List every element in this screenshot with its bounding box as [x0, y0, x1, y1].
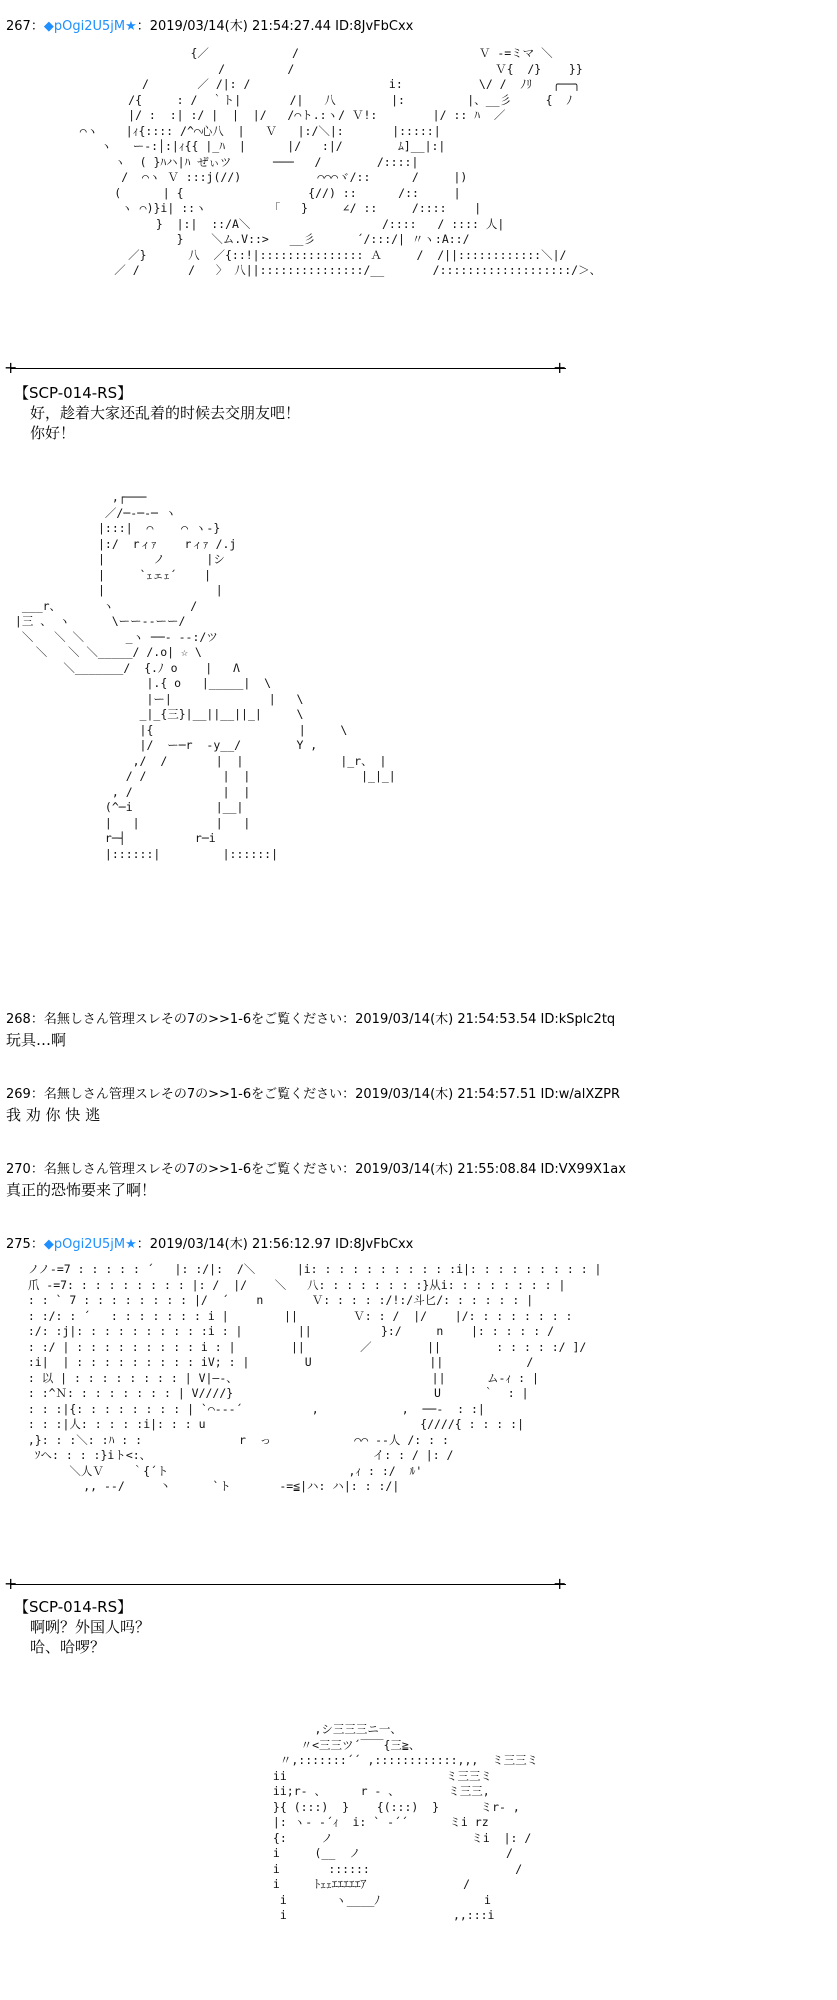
poster-name: ◆pOgi2U5jM: [43, 19, 126, 34]
star-icon: ★: [125, 1237, 137, 1252]
post-header-275: 275：◆pOgi2U5jM★：2019/03/14(木) 21:56:12.97 ID:8JvFbCxx: [6, 1237, 414, 1252]
poster-name: 名無しさん管理スレその7の>>1-6をご覧ください: [43, 1162, 343, 1177]
post-header-268: 268：名無しさん管理スレその7の>>1-6をご覧ください：2019/03/14(木) 21:54:53.54 ID:kSplc2tq: [6, 1012, 616, 1027]
ascii-art-3: ノノ-=7 : : : : : ´ |: :/|: /＼ |i: : : : : : : : : : :i|: : : : : : : : : | 爪 -=7: : : : : : : : : |: / |/ ＼ 八: : : : : : : :}从i: : : : : : : : | : : ` 7 : : : : : : : : |/ ´ n Ｖ: : : : :/!:/斗匕/: : : : : : | : :/: : ´ : : : : : : : i | || Ｖ: : / |/ |/: : : : : : : : :/: :j|: : : : : : : : : :i : | || }:/ n |: : : : : / : :/ | : : : : : : : : : i : | || ／ || : : : : :/ ]/ :i| | : : : : : : : : : iV; : | U || / : 以 | : : : : : : : : | V|―-、 || ム-ｨ : | : :^Ｎ: : : : : : : : | V////} U ｀ : | : : :|{: : : : : : : : | `⌒-‐-´ , , ──- : :| : : :|人: : : : :i|: : : u {////{ : : : :| ,}: : :＼: :ﾊ : : r っ ⌒⌒ --人 /: : : ｿへ: : : :}iト<:、 イ: : / |: / ＼人Ｖ ｀{´ト ,ｨ : :/ ﾙ' ,, --/ 丶 `ト -=≦|ハ: ハ|: : :/|: [27, 1262, 602, 1493]
plus-mark-left: +: [4, 1574, 18, 1593]
plus-mark-left: +: [4, 358, 18, 377]
post-meta: ：2019/03/14(木) 21:54:27.44 ID:8JvFbCxx: [136, 19, 414, 34]
poster-name: 名無しさん管理スレその7の>>1-6をご覧ください: [43, 1087, 343, 1102]
post-number[interactable]: 269: [6, 1087, 31, 1102]
post-number[interactable]: 275: [6, 1237, 31, 1252]
plus-mark-right: +: [553, 1574, 567, 1593]
post-body-268: 玩具…啊: [6, 1031, 67, 1049]
post-header-269: 269：名無しさん管理スレその7の>>1-6をご覧ください：2019/03/14(木) 21:54:57.51 ID:w/alXZPR: [6, 1087, 621, 1102]
speech-block-2: [14, 1597, 150, 1657]
speech-line: 好，趁着大家还乱着的时候去交朋友吧！: [30, 404, 301, 422]
speaker-label: 【SCP-014-RS】: [14, 1598, 133, 1616]
post-meta: ：2019/03/14(木) 21:56:12.97 ID:8JvFbCxx: [136, 1237, 414, 1252]
post-body-270: 真正的恐怖要来了啊！: [6, 1181, 157, 1199]
speech-line: 你好！: [30, 424, 76, 442]
speech-block-1: [14, 383, 300, 443]
poster-name: 名無しさん管理スレその7の>>1-6をご覧ください: [43, 1012, 343, 1027]
speaker-label: 【SCP-014-RS】: [14, 384, 133, 402]
post-meta: ：2019/03/14(木) 21:54:57.51 ID:w/alXZPR: [342, 1087, 621, 1102]
ascii-art-1: {／ / Ｖ -=ミマ ＼ / / Ｖ{ /} }} / ／ /|: / i: \/ / ﾉﾘ ╭──╮ /{ : / ｀ト| /| 八 |: |、__彡 { ﾉ |/ : :| :/ | | |/ /⌒ト.:ヽ/ Ｖ!: |/ :: ﾊ ／ ⌒ヽ |ｨ{:::: /^⌒心八 | Ｖ |:/＼|: |:::::| ヽ ー-:│:|ｨ{{ |_ﾊ | |/ :|/ ﾑ]__|:| ヽ ( }ﾊハ|ﾊ ぜぃツ ─── / /::::| / ⌒ヽ Ｖ :::j(//) ⌒⌒⌒ヾ/:: / |) ( | { {//) :: /:: | ヽ ⌒)}i| ::ヽ 「 } ∠/ :: /:::: | } |:| ::/A＼ /:::: / :::: 人| } ＼ム.V::> __彡 ´/:::/| 〃ヽ:A::/ ／} 八 ／{::!|::::::::::::::: Ａ / /||::::::::::::＼|/ ／ / / 〉 八||:::::::::::::::/__ /:::::::::::::::::::/＞、: [79, 46, 602, 277]
post-number[interactable]: 267: [6, 19, 31, 34]
post-header-270: 270：名無しさん管理スレその7の>>1-6をご覧ください：2019/03/14(木) 21:55:08.84 ID:VX99X1ax: [6, 1162, 626, 1177]
plus-mark-right: +: [553, 358, 567, 377]
post-number[interactable]: 268: [6, 1012, 31, 1027]
ascii-art-2: ,┌─── ／/─-─-─ ヽ |:::| ⌒ ⌒ ヽ-} |:/ rィｧ rィｧ /.j | ノ |シ | `ｪェｪ´ | | | ___r、 ヽ / |三 、 ヽ \ーー--ーー/ ＼ ＼ ＼ _ヽ ──- ‐-:/ツ ＼ ＼ ＼_____/ /.o| ☆ \ ＼_______/ {.ﾉ o | Λ |.{ o |_____| \ |ー| | \ _|_{三}|__||__||_| \ |{ | \ |/ ー─r -y__/ Y , ,/ / | | |_r、 | / / | | |_|_| , / | | (^─i |__| | | | | r─┤ r─i |::::::| |::::::|: [14, 490, 396, 861]
post-meta: ：2019/03/14(木) 21:55:08.84 ID:VX99X1ax: [342, 1162, 626, 1177]
speech-line: 哈、哈啰？: [30, 1638, 106, 1656]
post-meta: ：2019/03/14(木) 21:54:53.54 ID:kSplc2tq: [342, 1012, 616, 1027]
post-body-269: 我 劝 你 快 逃: [6, 1106, 101, 1124]
divider-line: [10, 1584, 566, 1585]
post-number[interactable]: 270: [6, 1162, 31, 1177]
divider-line: [10, 368, 566, 369]
poster-name: ◆pOgi2U5jM: [43, 1237, 126, 1252]
ascii-art-4: ,シ三三三ニ一、 〃<三三ツ´￣￣{三≧、 〃,:::::::´´ ,::::::::::::,,, ミ三三ミ ii ミ三三ミ ii;r‐ 、 r ‐ 、 ミ三三, }{ (:::) } {(:::) } ミr‐ , |: ヽ- ‐´ｨ i: ` ‐´´ ミi rz {: ノ ミi |: / i (__ ノ / i :::::: / i ﾄｪｪｴｴｴｴｴｱ / i ヽ____ﾉ i i ,,:::i: [272, 1722, 539, 1922]
post-header-267: 267：◆pOgi2U5jM★：2019/03/14(木) 21:54:27.44 ID:8JvFbCxx: [6, 19, 414, 34]
star-icon: ★: [125, 19, 137, 34]
speech-line: 啊咧？外国人吗？: [30, 1618, 151, 1636]
